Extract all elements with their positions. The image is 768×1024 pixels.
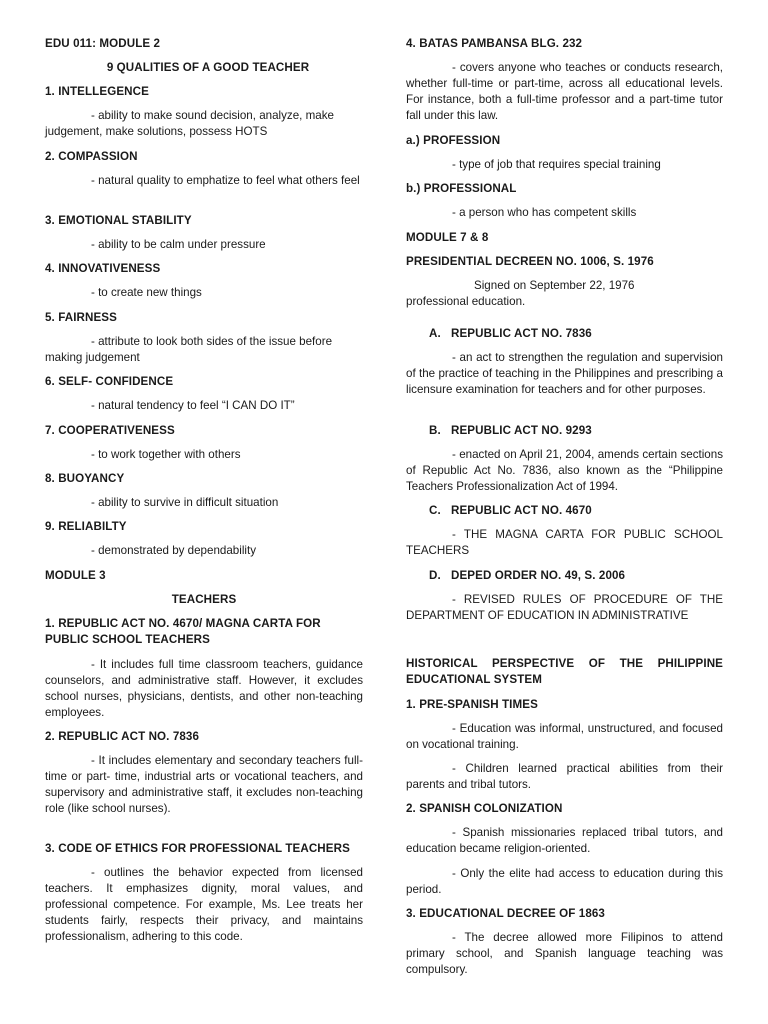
era-desc: - Children learned practical abilities from their parents and tribal tutors. [406,762,723,791]
quality-heading: 1. INTELLEGENCE [45,85,149,98]
quality-desc: - natural quality to emphatize to feel what others feel [91,174,360,187]
law-heading: 1. REPUBLIC ACT NO. 4670/ MAGNA CARTA FOR PUBLIC SCHOOL TEACHERS [45,617,321,646]
profession-heading: a.) PROFESSION [406,134,501,147]
quality-desc: - to work together with others [91,448,241,461]
act-desc: - enacted on April 21, 2004, amends certain sections of Republic Act No. 7836, also known as the “Philippine Teachers Professionalization Act of 1994. [406,448,723,493]
act-label: D. [429,569,441,582]
quality-desc: - ability to make sound decision, analyze, make judgement, make solutions, possess HOTS [45,109,334,138]
era-heading: 1. PRE-SPANISH TIMES [406,698,538,711]
law-desc: - It includes full time classroom teachers, guidance counselors, and administrative staff. However, it excludes school nurses, physicians, dentists, and other non-teaching employees. [45,658,363,719]
quality-heading: 7. COOPERATIVENESS [45,424,175,437]
era-desc: - The decree allowed more Filipinos to attend primary school, and Spanish language teaching was compulsory. [406,931,723,976]
act-item [429,568,723,584]
act-label: C. [429,504,441,517]
pd-desc: Signed on September 22, 1976 professional education. [406,279,635,308]
professional-desc: - a person who has competent skills [452,206,637,219]
law-desc: - It includes elementary and secondary teachers full- time or part- time, industrial arts or vocational teachers, and supervisory and administrative staff, it excludes non-teaching role (like school nurses). [45,754,363,815]
era-heading: 3. EDUCATIONAL DECREE OF 1863 [406,907,605,920]
history-heading: HISTORICAL PERSPECTIVE OF THE PHILIPPINE EDUCATIONAL SYSTEM [406,657,723,686]
quality-heading: 8. BUOYANCY [45,472,125,485]
profession-desc: - type of job that requires special training [452,158,661,171]
era-desc: - Education was informal, unstructured, and focused on vocational training. [406,722,723,751]
quality-heading: 5. FAIRNESS [45,311,117,324]
act-desc: - THE MAGNA CARTA FOR PUBLIC SCHOOL TEACHERS [406,528,723,557]
teachers-title: TEACHERS [171,593,237,606]
era-desc: - Only the elite had access to education during this period. [406,867,723,896]
bp232-desc: - covers anyone who teaches or conducts research, whether full-time or part-time, across all educational levels. For instance, both a full-time professor and a part-time tutor fall under this law. [406,61,723,122]
quality-desc: - ability to be calm under pressure [91,238,266,251]
era-heading: 2. SPANISH COLONIZATION [406,802,563,815]
module-3-heading: MODULE 3 [45,569,106,582]
law-heading: 3. CODE OF ETHICS FOR PROFESSIONAL TEACHERS [45,842,350,855]
act-heading: REPUBLIC ACT NO. 9293 [451,424,592,437]
professional-heading: b.) PROFESSIONAL [406,182,517,195]
quality-heading: 9. RELIABILTY [45,520,127,533]
act-heading: DEPED ORDER NO. 49, S. 2006 [451,569,626,582]
quality-heading: 2. COMPASSION [45,150,138,163]
act-item [429,423,723,439]
qualities-title: 9 QUALITIES OF A GOOD TEACHER [106,61,310,74]
quality-heading: 6. SELF- CONFIDENCE [45,375,174,388]
quality-desc: - attribute to look both sides of the issue before making judgement [45,335,333,364]
module-7-8-heading: MODULE 7 & 8 [406,231,489,244]
act-desc: - an act to strengthen the regulation and supervision of the practice of teaching in the Philippines and prescribing a licensure examination for teachers and for other purposes. [406,351,723,396]
act-desc: - REVISED RULES OF PROCEDURE OF THE DEPARTMENT OF EDUCATION IN ADMINISTRATIVE [406,593,723,622]
act-heading: REPUBLIC ACT NO. 7836 [451,327,592,340]
pd-heading: PRESIDENTIAL DECREEN NO. 1006, S. 1976 [406,255,654,268]
act-heading: REPUBLIC ACT NO. 4670 [451,504,592,517]
quality-heading: 3. EMOTIONAL STABILITY [45,214,192,227]
bp232-heading: 4. BATAS PAMBANSA BLG. 232 [406,37,583,50]
quality-desc: - to create new things [91,286,202,299]
act-label: A. [429,327,441,340]
quality-desc: - demonstrated by dependability [91,544,256,557]
law-desc: - outlines the behavior expected from licensed teachers. It emphasizes dignity, moral values, and professional competence. For example, Ms. Lee treats her students fairly, respects their privacy, and maintains professionalism, adhering to this code. [45,866,363,943]
quality-desc: - natural tendency to feel “I CAN DO IT” [91,399,295,412]
act-item [429,326,723,342]
quality-heading: 4. INNOVATIVENESS [45,262,161,275]
course-title: EDU 011: MODULE 2 [45,37,161,50]
era-desc: - Spanish missionaries replaced tribal tutors, and education became religion-oriented. [406,826,723,855]
law-heading: 2. REPUBLIC ACT NO. 7836 [45,730,200,743]
act-item [429,503,723,519]
quality-desc: - ability to survive in difficult situation [91,496,279,509]
act-label: B. [429,424,441,437]
